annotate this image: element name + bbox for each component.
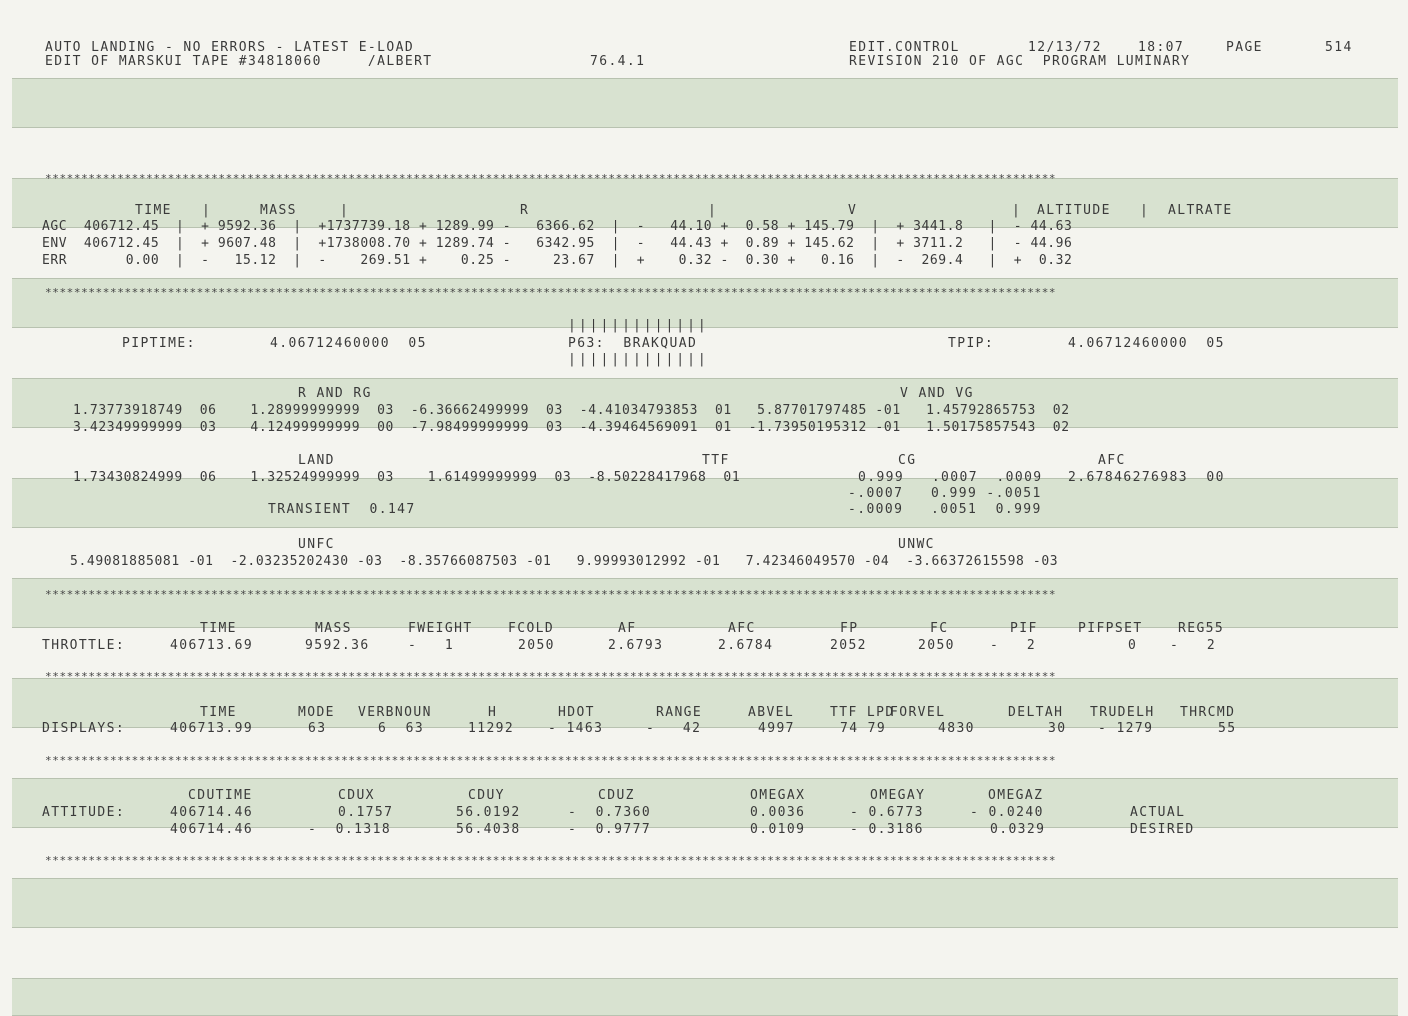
- state-header-sep: |: [1012, 203, 1022, 218]
- state-header-sep: |: [1140, 203, 1150, 218]
- attitude-header-omegay: OMEGAY: [870, 788, 926, 803]
- separator: ********************************************************************************************************************************************: [45, 286, 1057, 299]
- attitude-desired-omegax: 0.0109: [750, 822, 806, 837]
- state-row-env: ENV 406712.45 | + 9607.48 | +1738008.70 + 1289.74 - 6342.95 | - 44.43 + 0.89 + 145.62 | + 3711.2 | - 44.96: [42, 236, 1073, 251]
- attitude-header-omegaz: OMEGAZ: [988, 788, 1044, 803]
- separator: ********************************************************************************************************************************************: [45, 172, 1057, 185]
- displays-mode: 63: [308, 721, 327, 736]
- state-header-r: R: [520, 203, 530, 218]
- attitude-desired-cduz: - 0.9777: [568, 822, 652, 837]
- guidance-row-4: 5.49081885081 -01 -2.03235202430 -03 -8.35766087503 -01 9.99993012992 -01 7.42346049570 -04 -3.66372615598 -03: [70, 554, 1059, 569]
- piptime-label: PIPTIME:: [122, 336, 196, 351]
- throttle-header-pif: PIF: [1010, 621, 1038, 636]
- throttle-mass: 9592.36: [305, 638, 370, 653]
- displays-thrcmd: 55: [1218, 721, 1237, 736]
- throttle-header-af: AF: [618, 621, 637, 636]
- attitude-actual-cdux: 0.1757: [338, 805, 394, 820]
- displays-header-deltah: DELTAH: [1008, 705, 1064, 720]
- attitude-actual-omegay: - 0.6773: [850, 805, 924, 820]
- cg-row-3: -.0009 .0051 0.999: [848, 502, 1042, 517]
- land-header: LAND: [298, 453, 335, 468]
- v-and-vg-header: V AND VG: [900, 386, 974, 401]
- revision: REVISION 210 OF AGC PROGRAM LUMINARY: [849, 54, 1191, 69]
- paper-band: [12, 878, 1398, 928]
- throttle-header-fc: FC: [930, 621, 949, 636]
- paper-band: [12, 478, 1398, 528]
- date: 12/13/72: [1028, 40, 1102, 55]
- p63-label: P63: BRAKQUAD: [568, 336, 698, 351]
- attitude-label: ATTITUDE:: [42, 805, 126, 820]
- displays-hdot: - 1463: [548, 721, 604, 736]
- displays-header-abvel: ABVEL: [748, 705, 795, 720]
- time: 18:07: [1138, 40, 1185, 55]
- p63-bars-bottom: |||||||||||||: [568, 352, 709, 367]
- guidance-row-1: 1.73773918749 06 1.28999999999 03 -6.36662499999 03 -4.41034793853 01 5.87701797485 -01 1.45792865753 02: [73, 403, 1070, 418]
- throttle-fweight: - 1: [408, 638, 455, 653]
- throttle-afc: 2.6784: [718, 638, 774, 653]
- cg-row-2: -.0007 0.999 -.0051: [848, 486, 1042, 501]
- displays-forvel: 4830: [938, 721, 975, 736]
- separator: ********************************************************************************************************************************************: [45, 670, 1057, 683]
- paper-band: [12, 78, 1398, 128]
- displays-header-h: H: [488, 705, 498, 720]
- tpip-label: TPIP:: [948, 336, 995, 351]
- ttf-header: TTF: [702, 453, 730, 468]
- displays-header-thrcmd: THRCMD: [1180, 705, 1236, 720]
- state-header-time: TIME: [135, 203, 172, 218]
- unfc-header: UNFC: [298, 537, 335, 552]
- throttle-header-time: TIME: [200, 621, 237, 636]
- attitude-header-cduy: CDUY: [468, 788, 505, 803]
- displays-verbnoun: 6 63: [378, 721, 425, 736]
- displays-header-forvel: FORVEL: [890, 705, 946, 720]
- transient: TRANSIENT 0.147: [268, 502, 416, 517]
- displays-range: - 42: [646, 721, 702, 736]
- state-header-v: V: [848, 203, 858, 218]
- throttle-header-fp: FP: [840, 621, 859, 636]
- state-header-altrate: ALTRATE: [1168, 203, 1233, 218]
- attitude-actual-omegax: 0.0036: [750, 805, 806, 820]
- attitude-actual-cduy: 56.0192: [456, 805, 521, 820]
- attitude-header-cdux: CDUX: [338, 788, 375, 803]
- attitude-actual-label: ACTUAL: [1130, 805, 1186, 820]
- throttle-label: THROTTLE:: [42, 638, 126, 653]
- attitude-actual-cdutime: 406714.46: [170, 805, 254, 820]
- throttle-pifpset: 0: [1128, 638, 1138, 653]
- r-and-rg-header: R AND RG: [298, 386, 372, 401]
- paper-band: [12, 778, 1398, 828]
- page-label: PAGE: [1226, 40, 1263, 55]
- attitude-desired-omegaz: 0.0329: [990, 822, 1046, 837]
- displays-trudelh: - 1279: [1098, 721, 1154, 736]
- state-row-err: ERR 0.00 | - 15.12 | - 269.51 + 0.25 - 23.67 | + 0.32 - 0.30 + 0.16 | - 269.4 | + 0.32: [42, 253, 1073, 268]
- afc-value: 2.67846276983 00: [1068, 470, 1225, 485]
- attitude-desired-label: DESIRED: [1130, 822, 1195, 837]
- separator: ********************************************************************************************************************************************: [45, 854, 1057, 867]
- displays-abvel: 4997: [758, 721, 795, 736]
- guidance-row-2: 3.42349999999 03 4.12499999999 00 -7.98499999999 03 -4.39464569091 01 -1.73950195312 -01 1.50175857543 02: [73, 420, 1070, 435]
- report-subtitle: EDIT OF MARSKUI TAPE #34818060 /ALBERT: [45, 54, 433, 69]
- cg-row-1: 0.999 .0007 .0009: [858, 470, 1043, 485]
- throttle-fc: 2050: [918, 638, 955, 653]
- displays-h: 11292: [468, 721, 515, 736]
- throttle-af: 2.6793: [608, 638, 664, 653]
- displays-header-mode: MODE: [298, 705, 335, 720]
- afc-header: AFC: [1098, 453, 1126, 468]
- separator: ********************************************************************************************************************************************: [45, 754, 1057, 767]
- displays-header-ttf-lpd: TTF LPD: [830, 705, 895, 720]
- attitude-actual-omegaz: - 0.0240: [970, 805, 1044, 820]
- displays-label: DISPLAYS:: [42, 721, 126, 736]
- displays-deltah: 30: [1048, 721, 1067, 736]
- unwc-header: UNWC: [898, 537, 935, 552]
- attitude-header-cdutime: CDUTIME: [188, 788, 253, 803]
- attitude-desired-cdux: - 0.1318: [308, 822, 392, 837]
- page-number: 514: [1325, 40, 1353, 55]
- attitude-desired-omegay: - 0.3186: [850, 822, 924, 837]
- displays-header-verbnoun: VERBNOUN: [358, 705, 432, 720]
- piptime-value: 4.06712460000 05: [270, 336, 427, 351]
- report-title: AUTO LANDING - NO ERRORS - LATEST E-LOAD: [45, 40, 415, 55]
- state-header-mass: MASS: [260, 203, 297, 218]
- attitude-header-omegax: OMEGAX: [750, 788, 806, 803]
- attitude-desired-cduy: 56.4038: [456, 822, 521, 837]
- displays-header-time: TIME: [200, 705, 237, 720]
- displays-header-hdot: HDOT: [558, 705, 595, 720]
- displays-time: 406713.99: [170, 721, 254, 736]
- throttle-header-fweight: FWEIGHT: [408, 621, 473, 636]
- displays-header-trudelh: TRUDELH: [1090, 705, 1155, 720]
- throttle-fcold: 2050: [518, 638, 555, 653]
- p63-bars-top: |||||||||||||: [568, 318, 709, 333]
- state-header-altitude: ALTITUDE: [1037, 203, 1111, 218]
- edit-control: EDIT.CONTROL: [849, 40, 960, 55]
- state-row-agc: AGC 406712.45 | + 9592.36 | +1737739.18 + 1289.99 - 6366.62 | - 44.10 + 0.58 + 145.79 | + 3441.8 | - 44.63: [42, 219, 1073, 234]
- cg-header: CG: [898, 453, 917, 468]
- displays-ttf-lpd: 74 79: [840, 721, 887, 736]
- throttle-fp: 2052: [830, 638, 867, 653]
- state-header-sep: |: [202, 203, 212, 218]
- version: 76.4.1: [590, 54, 646, 69]
- throttle-reg55: - 2: [1170, 638, 1217, 653]
- throttle-header-afc: AFC: [728, 621, 756, 636]
- throttle-time: 406713.69: [170, 638, 254, 653]
- paper-band: [12, 978, 1398, 1016]
- throttle-pif: - 2: [990, 638, 1037, 653]
- throttle-header-pifpset: PIFPSET: [1078, 621, 1143, 636]
- throttle-header-mass: MASS: [315, 621, 352, 636]
- displays-header-range: RANGE: [656, 705, 703, 720]
- state-header-sep: |: [340, 203, 350, 218]
- state-header-sep: |: [708, 203, 718, 218]
- throttle-header-reg55: REG55: [1178, 621, 1225, 636]
- attitude-actual-cduz: - 0.7360: [568, 805, 652, 820]
- tpip-value: 4.06712460000 05: [1068, 336, 1225, 351]
- throttle-header-fcold: FCOLD: [508, 621, 555, 636]
- attitude-desired-cdutime: 406714.46: [170, 822, 254, 837]
- attitude-header-cduz: CDUZ: [598, 788, 635, 803]
- guidance-row-3: 1.73430824999 06 1.32524999999 03 1.61499999999 03 -8.50228417968 01: [73, 470, 741, 485]
- separator: ********************************************************************************************************************************************: [45, 588, 1057, 601]
